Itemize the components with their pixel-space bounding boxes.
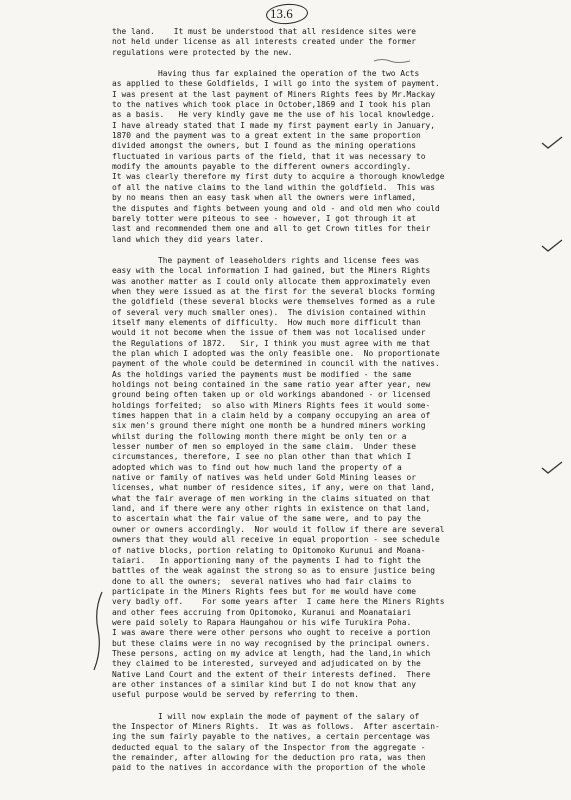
text-line: what the fair average of men working in the claims situated on that	[112, 493, 431, 503]
text-line: It was clearly therefore my first duty to acquire a thorough knowledge	[112, 172, 445, 182]
text-line: participate in the Miners Rights fees but for me would have come	[112, 586, 417, 596]
text-line: land, and if there were any other rights in existence on that land,	[112, 504, 431, 514]
text-line: owner or owners accordingly. Nor would it follow if there are several	[112, 524, 445, 534]
text-line: are other instances of a similar kind but I do not know that any	[112, 679, 417, 689]
text-line: taiari. In apportioning many of the payments I had to fight the	[112, 555, 421, 565]
text-line: the land. It must be understood that all residence sites were	[112, 27, 417, 36]
text-line: 1870 and the payment was to a great extent in the same proportion	[112, 131, 421, 141]
text-line: and other fees accruing from Opitomoko, Kuranui and Moanataiari	[112, 607, 412, 617]
text-line: Having thus far explained the operation of the two Acts	[158, 69, 420, 79]
text-line: they claimed to be interested, surveyed and adjudicated on by the	[112, 659, 421, 669]
text-line: to ascertain what the fair value of the same were, and to pay the	[112, 514, 421, 524]
text-line: easy with the local information I had gained, but the Miners Rights	[112, 266, 431, 276]
text-line: the plan which I adopted was the only feasible one. No proportionate	[112, 348, 440, 358]
page-number: 13.6	[270, 6, 293, 21]
text-line: when they were issued as at the first for the several blocks forming	[112, 286, 436, 296]
text-line: the disputes and fights between young and old - and old men who could	[112, 203, 440, 213]
text-line: times happen that in a claim held by a company occupying an area of	[112, 411, 431, 421]
text-line: I was aware there were other persons who ought to receive a portion	[112, 628, 431, 638]
text-line: native or family of natives was held under Gold Mining leases or	[112, 473, 417, 483]
text-line: very badly off. For some years after I came here the Miners Rights	[112, 597, 445, 607]
text-line: divided amongst the owners, but I found as the mining operations	[112, 141, 417, 151]
text-line: of all the native claims to the land within the goldfield. This was	[112, 182, 436, 192]
text-line: were paid solely to Rapara Haungahou or his wife Turukira Poha.	[112, 617, 412, 627]
text-line: of native blocks, portion relating to Opitomoko Kurunui and Moana-	[112, 545, 426, 555]
text-line: but these claims were in no way recognised by the principal owners.	[112, 638, 431, 648]
ink-smudge	[372, 57, 412, 65]
text-line: ground being often taken up or old workings abandoned - or licensed	[112, 390, 431, 400]
text-line: as applied to these Goldfields, I will go into the system of payment.	[112, 79, 440, 89]
text-line: circumstances, therefore, I see no plan other than that which I	[112, 452, 412, 462]
text-line: land which they did years later.	[112, 234, 265, 244]
text-line: fluctuated in various parts of the field, that it was necessary to	[112, 151, 426, 161]
text-line: I will now explain the mode of payment of the salary of	[158, 711, 420, 721]
text-line: would it not become when the issue of them was not localised under	[112, 328, 426, 338]
text-line: The payment of leaseholders rights and license fees was	[158, 255, 420, 265]
text-line: modify the amounts payable to the different owners accordingly.	[112, 162, 412, 172]
text-line: holdings forfeited; so also with Miners Rights fees it would some-	[112, 400, 431, 410]
text-line: the Regulations of 1872. Sir, I think you must agree with me that	[112, 338, 431, 348]
margin-tick-mark	[540, 460, 564, 476]
text-line: ing the sum fairly payable to the natives, a certain percentage was	[112, 732, 431, 742]
text-line: of several very much smaller ones). The division contained within	[112, 307, 426, 317]
text-line: the remainder, after allowing for the deduction pro rata, was then	[112, 753, 426, 763]
text-line: holdings not being contained in the same ratio year after year, new	[112, 380, 431, 389]
text-line: last and recommended them one and all to get Crown titles for their	[112, 224, 431, 234]
text-line: by no means then an easy task when all the owners were inflamed,	[112, 193, 417, 203]
text-line: Native Land Court and the extent of their interests defined. There	[112, 669, 431, 679]
text-line: six men's ground there might one month be a hundred miners working	[112, 421, 426, 431]
text-line: barely totter were piteous to see - however, I got through it at	[112, 213, 417, 223]
text-line: adopted which was to find out how much land the property of a	[112, 462, 402, 472]
text-line: deducted equal to the salary of the Inspector from the aggregate -	[112, 742, 426, 752]
text-line: I have already stated that I made my first payment early in January,	[112, 120, 436, 130]
text-line: itself many elements of difficulty. How much more difficult than	[112, 317, 421, 327]
typed-text-body	[112, 27, 542, 774]
margin-tick-mark	[540, 238, 564, 254]
text-line: battles of the weak against the strong so as to ensure justice being	[112, 566, 436, 576]
text-line: paid to the natives in accordance with the proportion of the whole	[112, 763, 426, 773]
text-line: not held under license as all interests created under the former	[112, 37, 417, 47]
text-line: payment of the whole could be determined in council with the natives.	[112, 359, 440, 369]
text-line: was another matter as I could only allocate them approximately even	[112, 276, 431, 286]
text-line: As the holdings varied the payments must be modified - the same	[112, 369, 412, 379]
text-line: useful purpose would be served by referring to them.	[112, 690, 360, 700]
margin-bracket-mark	[88, 590, 106, 672]
text-line: the goldfield (these several blocks were themselves formed as a rule	[112, 297, 436, 307]
text-line: lesser number of men so employed in the same claim. Under these	[112, 442, 417, 452]
text-line: I was present at the last payment of Miners Rights fees by Mr.Mackay	[112, 89, 436, 99]
text-line: done to all the owners; several natives who had fair claims to	[112, 576, 412, 586]
text-line: These persons, acting on my advice at length, had the land,in which	[112, 648, 431, 658]
text-line: regulations were protected by the new.	[112, 47, 293, 57]
text-line: licenses, what number of residence sites, if any, were on that land,	[112, 483, 436, 493]
text-line: as a basis. He very kindly gave me the use of his local knowledge.	[112, 110, 436, 120]
text-line: to the natives which took place in October,1869 and I took his plan	[112, 100, 431, 110]
text-line: whilst during the following month there might be only ten or a	[112, 431, 407, 441]
text-line: owners that they would all receive in equal proportion - see schedule	[112, 535, 440, 545]
margin-tick-mark	[540, 135, 564, 151]
text-line: the Inspector of Miners Rights. It was as follows. After ascertain-	[112, 722, 440, 731]
